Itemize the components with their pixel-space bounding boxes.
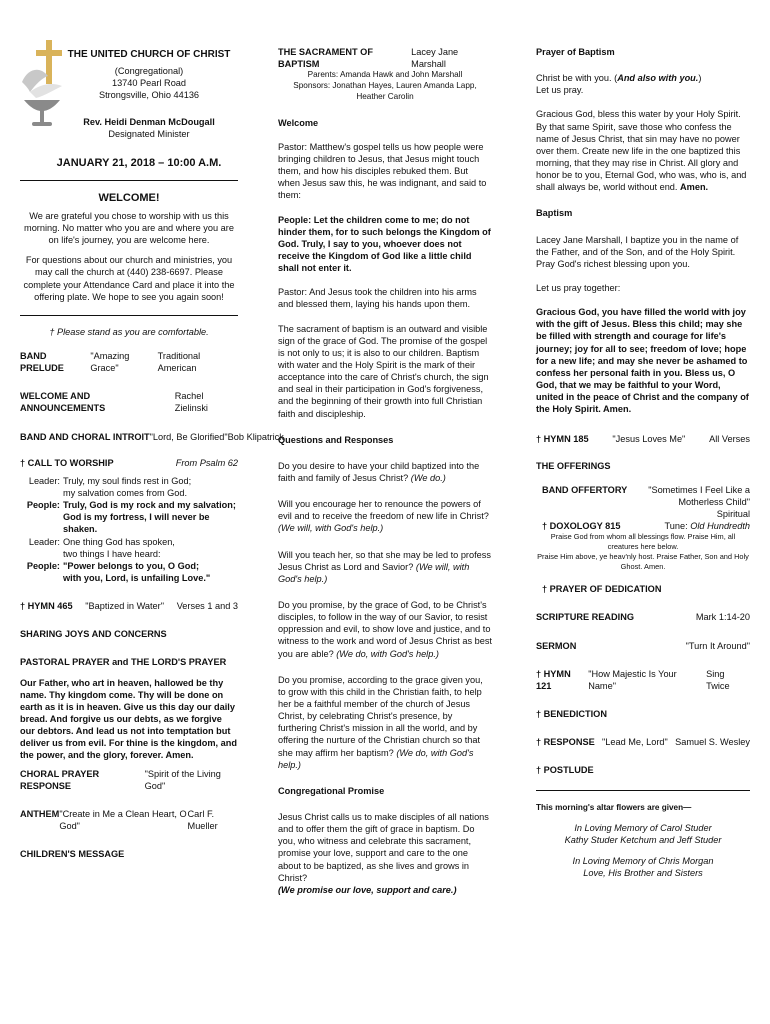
speaker: People:	[26, 500, 60, 511]
pray-together: Let us pray together:	[536, 282, 621, 293]
benediction-item: † BENEDICTION	[536, 708, 607, 719]
item-credit: Sing Twice	[706, 668, 730, 691]
questions-heading: Questions and Responses	[278, 434, 394, 445]
item-title: "Create in Me a Clean Heart, O God"	[59, 808, 187, 831]
pastor-text-2: Pastor: And Jesus took the children into his arms and blessed them, laying his hands upon them.	[278, 287, 477, 310]
answer-text: (We will, with God's help.)	[278, 523, 384, 534]
postlude-item: † POSTLUDE	[536, 765, 594, 776]
choral-response-item	[20, 768, 238, 792]
baptism-header	[278, 46, 492, 70]
pastoral-prayer-item: PASTORAL PRAYER and THE LORD'S PRAYER	[20, 657, 227, 668]
doxology-line-1: Praise God from whom all blessings flow. Praise Him, all creatures here below.	[550, 532, 736, 551]
item-credit: Carl F. Mueller	[187, 808, 218, 831]
baptism-name: Lacey Jane Marshall	[411, 47, 459, 70]
question-text: Do you desire to have your child baptized into the faith and family of Jesus Christ?	[278, 460, 480, 483]
item-title: "How Majestic Is Your Name"	[588, 668, 677, 691]
item-title: "Spirit of the Living God"	[144, 768, 221, 791]
item-credit: Rachel Zielinski	[174, 391, 208, 414]
item-credit: Traditional American	[157, 351, 201, 374]
band-prelude-item	[20, 350, 238, 374]
people-response-1: People: Let the children come to me; do not hinder them, for to such belongs the Kingdom of God. Truly, I say to you, whoever does not receive the Kingdom of God like a little child shall not enter it.	[278, 214, 491, 274]
sponsors: Sponsors: Jonathan Hayes, Lauren Amanda Lapp, Heather Carolin	[293, 81, 477, 101]
doxology-line-2: Praise Him above, ye heav'nly host. Praise Father, Son and Holy Ghost. Amen.	[537, 551, 749, 571]
item-label: WELCOME AND ANNOUNCEMENTS	[20, 391, 106, 414]
answer-text: (We will, with God's help.)	[278, 561, 470, 584]
pastor-text-1: Pastor: Matthew's gospel tells us how people were bringing children to Jesus, that Jesus might touch them, and how his disciples rebuked them. But when Jesus saw this, he was indignant, and said to them:	[278, 141, 487, 201]
divider	[20, 180, 238, 181]
doxology-tune	[665, 520, 750, 532]
welcome-text: We are grateful you chose to worship with us this morning. No matter who you are and where you are on life's journey, you are welcome here.	[24, 210, 234, 246]
congregational-promise-text: Jesus Christ calls us to make disciples of all nations and to offer them the gift of grace in baptism. Do you, who witness and celebrate this sacrament, promise your love, support and care to the one about to be baptized, as she lives and grows in Christ?	[278, 811, 489, 883]
questions-text: For questions about our church and ministries, you may call the church at (440) 238-6697. Please complete your Attendance Card and place it into the offering plate. We hope to see you again soon!	[23, 255, 235, 302]
hymn-465-item	[20, 600, 238, 612]
call-to-worship-dialog	[20, 475, 238, 584]
gracious-prayer	[536, 108, 750, 193]
service-date: JANUARY 21, 2018 – 10:00 A.M.	[56, 156, 222, 169]
question-text: Will you encourage her to renounce the powers of evil and to receive the freedom of new life in Christ?	[278, 499, 489, 522]
item-label: † HYMN 121	[536, 668, 571, 691]
church-street: 13740 Pearl Road	[111, 78, 187, 89]
item-label: BAND OFFERTORY	[542, 484, 628, 495]
parents: Parents: Amanda Hawk and John Marshall	[307, 70, 463, 80]
greeting-response: And also with you.	[617, 73, 699, 84]
item-label: CHORAL PRAYER RESPONSE	[20, 768, 100, 791]
tune-label: Tune:	[664, 521, 688, 532]
divider	[536, 790, 750, 791]
item-label: SCRIPTURE READING	[536, 612, 635, 623]
question-2	[278, 498, 492, 534]
greeting-close: )	[698, 73, 702, 84]
column-left	[20, 38, 284, 860]
welcome-title: WELCOME!	[98, 192, 160, 205]
prayer-of-dedication: † PRAYER OF DEDICATION	[542, 584, 662, 595]
minister-name: Rev. Heidi Denman McDougall	[83, 116, 215, 127]
item-credit: Bob Klipatrick	[227, 431, 284, 442]
scripture-item	[536, 611, 750, 623]
item-credit: "Turn It Around"	[685, 640, 750, 651]
item-label: † CALL TO WORSHIP	[20, 457, 114, 468]
joys-item: SHARING JOYS AND CONCERNS	[20, 629, 167, 640]
band-offertory-item	[536, 484, 750, 520]
speaker: People:	[26, 560, 60, 571]
item-credit: From Psalm 62	[175, 457, 238, 468]
divider	[20, 315, 238, 316]
line: Truly, my soul finds rest in God;	[63, 475, 192, 486]
offerings-heading: THE OFFERINGS	[536, 460, 611, 471]
tune-name: Old Hundredth	[690, 521, 750, 532]
line: God is my fortress, I will never be shaken.	[63, 512, 210, 535]
flowers-heading: This morning's altar flowers are given—	[536, 803, 692, 813]
question-text: Will you teach her, so that she may be led to profess Jesus Christ as Lord and Savior?	[278, 549, 491, 572]
item-label: BAND PRELUDE	[20, 351, 64, 374]
introit-item	[20, 431, 284, 443]
amen: Amen.	[680, 182, 709, 193]
item-label: ANTHEM	[20, 808, 60, 819]
question-text: Do you promise, by the grace of God, to be Christ's disciples, to follow in the way of our Savior, to resist oppression and evil, to show love and justice, and to witness to the work and word of Jesus Christ as best you are able?	[278, 599, 492, 659]
line: Truly, God is my rock and my salvation;	[63, 500, 236, 511]
prayer-of-baptism-heading: Prayer of Baptism	[536, 47, 615, 57]
baptism-text: Lacey Jane Marshall, I baptize you in the name of the Father, and of the Son, and of the Holy Spirit. Pray God's richest blessing upon you.	[536, 234, 739, 269]
item-title: "Jesus Loves Me"	[612, 434, 686, 445]
lords-prayer-text: Our Father, who art in heaven, hallowed be thy name. Thy kingdom come. Thy will be done on earth as it is in heaven. Give us this day our daily bread. And forgive us our debts, as we forgive our debtors. And lead us not into temptation but deliver us from evil. For thine is the kingdom, and the power, and the glory, forever. Amen.	[20, 677, 237, 761]
doxology-item	[536, 520, 750, 532]
item-label: † DOXOLOGY 815	[542, 521, 621, 532]
hymn-185-item	[536, 433, 750, 445]
announcements-item	[20, 390, 238, 414]
welcome-heading: Welcome	[278, 117, 319, 128]
item-credit: Verses 1 and 3	[176, 601, 238, 612]
item-title: "Sometimes I Feel Like a Motherless Child"	[648, 484, 750, 507]
answer-text: (We do, with God's help.)	[278, 747, 474, 770]
response-item	[536, 736, 750, 748]
item-title: "Lord, Be Glorified"	[149, 431, 228, 442]
question-4	[278, 599, 492, 660]
column-middle	[278, 38, 492, 896]
item-label: SERMON	[536, 640, 577, 651]
question-1	[278, 460, 492, 484]
item-credit: All Verses	[709, 434, 750, 445]
church-name: THE UNITED CHURCH OF CHRIST	[67, 49, 231, 60]
flowers-memory-2: In Loving Memory of Chris Morgan	[572, 855, 714, 866]
item-label: † HYMN 465	[20, 601, 73, 612]
item-title: "Amazing Grace"	[90, 351, 130, 374]
church-denomination: (Congregational)	[114, 66, 184, 77]
sacrament-text: The sacrament of baptism is an outward and visible sign of the grace of God. The promise of the gospel is not only to us; it is also to our children. Baptism with water and the Holy Spirit is the mark of their acceptance into the care of Christ's church, the sign and seal in their participation in God's forgiveness, and the beginning of their growth into full Christian faith and discipleship.	[278, 323, 489, 419]
section-title: THE SACRAMENT OF BAPTISM	[278, 47, 373, 70]
stand-note: † Please stand as you are comfortable.	[49, 326, 209, 337]
item-title: "Baptized in Water"	[85, 601, 164, 612]
item-credit: Spiritual	[716, 508, 750, 519]
item-label: † RESPONSE	[536, 737, 595, 748]
line: my salvation comes from God.	[63, 488, 188, 499]
item-label: BAND AND CHORAL INTROIT	[20, 431, 150, 442]
childrens-message-item: CHILDREN'S MESSAGE	[20, 849, 125, 860]
baptism-heading: Baptism	[536, 208, 573, 219]
question-text: Do you promise, according to the grace given you, to grow with this child in the Christian faith, to help her be a faithful member of the church of Jesus Christ, by celebrating Christ's presence, by furthering Christ's mission in all the world, and by offering the nurture of the Christian church so that she may affirm her baptism?	[278, 674, 483, 758]
minister-title: Designated Minister	[108, 128, 190, 139]
line: One thing God has spoken,	[63, 536, 175, 547]
anthem-item	[20, 808, 238, 832]
church-city: Strongsville, Ohio 44136	[98, 90, 200, 101]
hymn-121-item	[536, 668, 750, 692]
flowers-given-by-1: Kathy Studer Ketchum and Jeff Studer	[564, 835, 722, 846]
item-title: "Lead Me, Lord"	[602, 737, 668, 748]
greeting-text: Christ be with you. (	[536, 73, 618, 84]
speaker: Leader:	[28, 475, 60, 486]
column-right	[536, 38, 750, 879]
item-label: † HYMN 185	[536, 434, 589, 445]
let-us-pray: Let us pray.	[536, 85, 584, 96]
question-3	[278, 549, 492, 585]
flowers-memory-1: In Loving Memory of Carol Studer	[574, 823, 712, 834]
prayer-text: Gracious God, bless this water by your Holy Spirit. By that same Spirit, save those who confess the name of Jesus Christ, that sin may have no power over them. Create new life in the one baptized this morning, that they may rise in Christ. All glory and honor be to you, Eternal God, who was, who is, and shall always be, world without end.	[536, 109, 747, 193]
item-credit: Mark 1:14-20	[695, 612, 750, 623]
answer-text: (We do.)	[410, 473, 446, 483]
offertory-detail	[627, 484, 750, 520]
item-credit: Samuel S. Wesley	[675, 737, 750, 748]
sermon-item	[536, 640, 750, 652]
answer-text: (We do, with God's help.)	[336, 648, 439, 659]
unison-prayer: Gracious God, you have filled the world with joy with the gift of Jesus. Bless this child; may she be filled with strength and courage for life's journey; joy for all to see; freedom of love; hope for a new life; and may she never be ashamed to confess her personal faith in you. Bless us, O God, that we may be faithful to your Word, united in the peace of Christ and the company of the Holy Spirit. Amen.	[536, 307, 749, 415]
congregational-response: (We promise our love, support and care.)	[278, 884, 457, 895]
line: with you, Lord, is unfailing Love."	[63, 573, 211, 584]
speaker: Leader:	[28, 536, 60, 547]
congregational-promise-heading: Congregational Promise	[278, 785, 385, 796]
line: "Power belongs to you, O God;	[63, 560, 200, 571]
call-to-worship-item	[20, 457, 238, 469]
flowers-given-by-2: Love, His Brother and Sisters	[583, 867, 703, 878]
line: two things I have heard:	[63, 548, 161, 559]
question-5	[278, 674, 492, 771]
greeting-line	[536, 72, 750, 84]
